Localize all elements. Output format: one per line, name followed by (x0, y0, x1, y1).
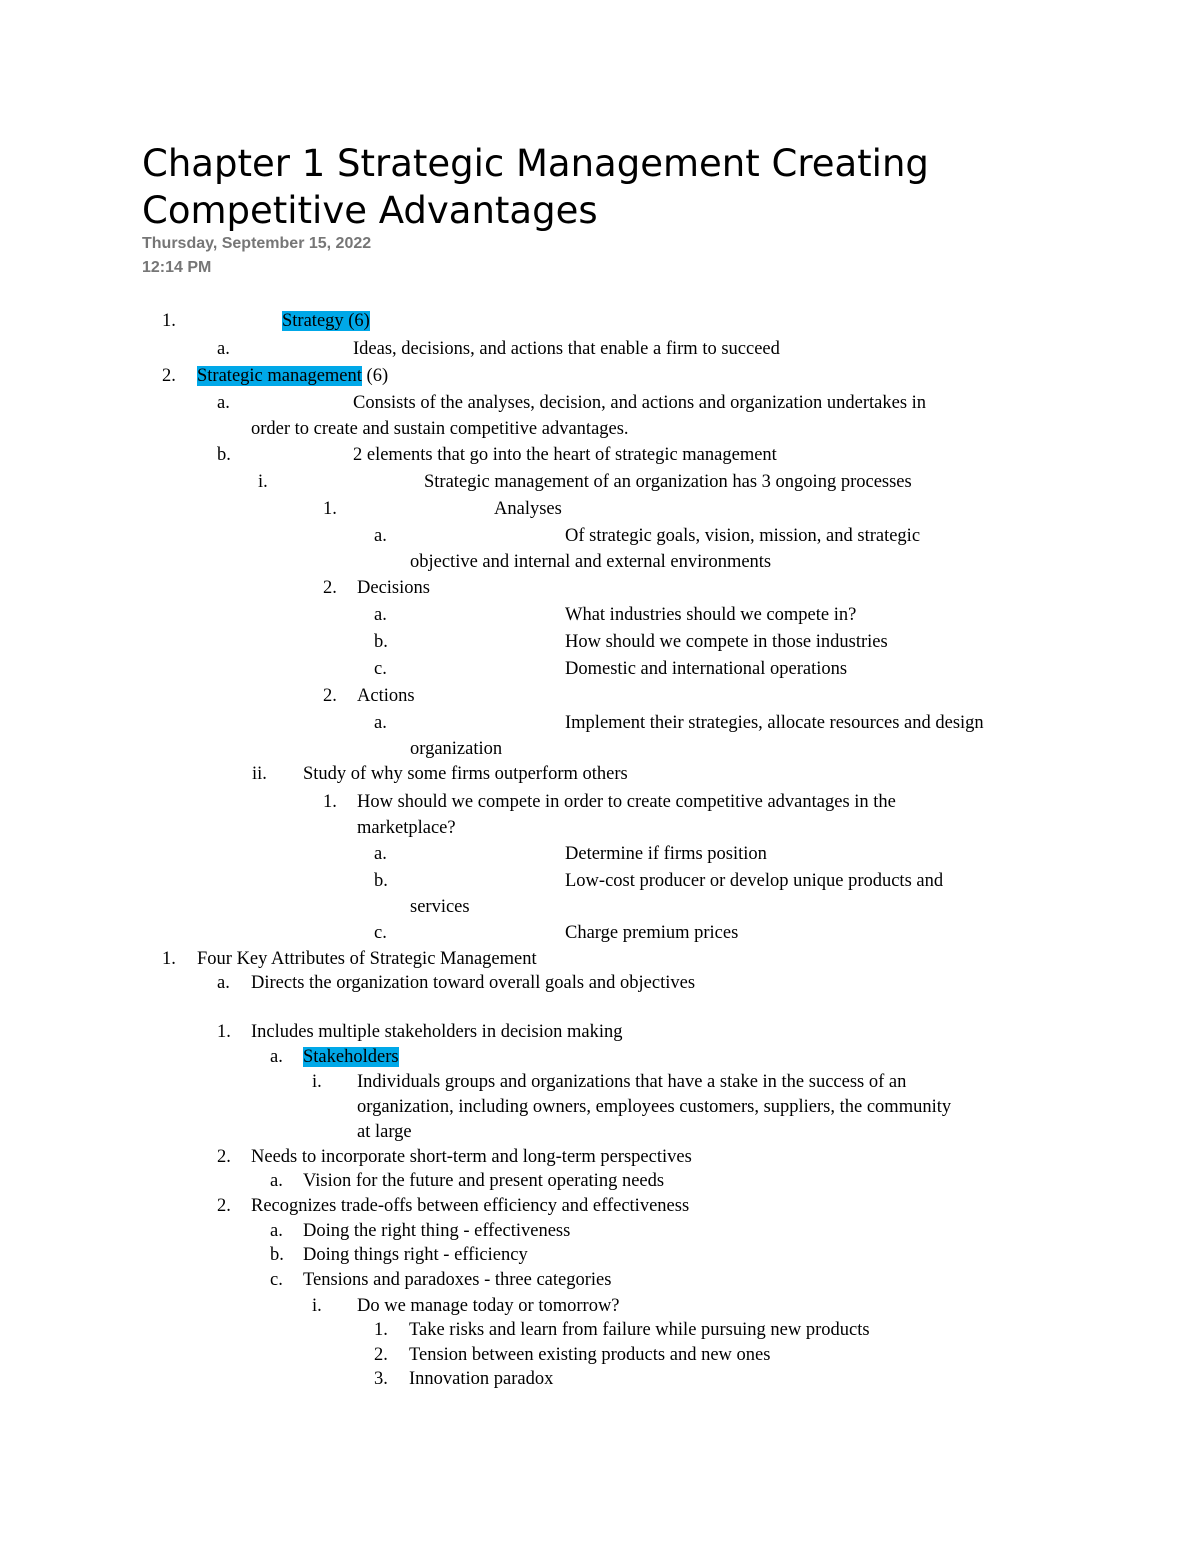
note-time: 12:14 PM (142, 259, 212, 276)
list-marker: i. (312, 1072, 322, 1092)
list-marker: a. (270, 1171, 283, 1191)
list-item-text: Decisions (357, 578, 430, 598)
page-title (142, 140, 929, 234)
list-item-text: Tensions and paradoxes - three categories (303, 1270, 612, 1290)
list-marker: a. (374, 713, 387, 733)
list-item-text: Strategic management of an organization has 3 ongoing processes (424, 472, 912, 492)
list-item-text: Take risks and learn from failure while pursuing new products (409, 1320, 870, 1340)
list-marker: b. (217, 445, 231, 465)
list-item-continuation: organization, including owners, employees customers, suppliers, the community (357, 1097, 952, 1117)
list-item-continuation: objective and internal and external environments (410, 552, 772, 572)
title-line-1: Chapter 1 Strategic Management Creating (142, 142, 929, 185)
list-item-text: 2 elements that go into the heart of strategic management (353, 445, 777, 465)
list-item-continuation: marketplace? (357, 818, 456, 838)
list-marker: 2. (217, 1196, 231, 1216)
highlighted-term: Stakeholders (303, 1047, 399, 1067)
list-marker: a. (217, 393, 230, 413)
list-marker: 2. (217, 1147, 231, 1167)
list-item-continuation: order to create and sustain competitive advantages. (251, 419, 629, 439)
list-marker: 1. (217, 1022, 231, 1042)
list-item-continuation: at large (357, 1122, 412, 1142)
list-marker: 1. (374, 1320, 388, 1340)
list-marker: a. (270, 1221, 283, 1241)
list-marker: a. (374, 605, 387, 625)
list-item-continuation: organization (410, 739, 503, 759)
list-item-text: What industries should we compete in? (565, 605, 857, 625)
list-marker: 1. (162, 949, 176, 969)
list-item-text: Analyses (494, 499, 562, 519)
title-line-2: Competitive Advantages (142, 189, 598, 232)
list-item-text: Low-cost producer or develop unique products and (565, 871, 944, 891)
list-marker: 3. (374, 1369, 388, 1389)
list-item-text: Implement their strategies, allocate resources and design (565, 713, 984, 733)
list-item-text: Ideas, decisions, and actions that enable a firm to succeed (353, 339, 780, 359)
list-item-text: Vision for the future and present operating needs (303, 1171, 665, 1191)
list-marker: b. (270, 1245, 284, 1265)
list-item-text: Strategic management (6) (197, 366, 389, 386)
list-marker: a. (217, 973, 230, 993)
list-item-text: Four Key Attributes of Strategic Management (197, 949, 537, 969)
list-item-text: Do we manage today or tomorrow? (357, 1296, 620, 1316)
list-item-text: Directs the organization toward overall goals and objectives (251, 973, 696, 993)
note-date: Thursday, September 15, 2022 (142, 235, 372, 252)
list-item-text: Recognizes trade-offs between efficiency and effectiveness (251, 1196, 690, 1216)
list-marker: a. (374, 844, 387, 864)
list-item-text: Needs to incorporate short-term and long-term perspectives (251, 1147, 692, 1167)
list-marker: i. (258, 472, 268, 492)
list-item-text: Includes multiple stakeholders in decision making (251, 1022, 623, 1042)
list-marker: 1. (323, 499, 337, 519)
list-item-text: Individuals groups and organizations that have a stake in the success of an (357, 1072, 907, 1092)
list-item-text: Study of why some firms outperform others (303, 764, 628, 784)
list-item-text: Innovation paradox (409, 1369, 554, 1389)
list-item-text (303, 1046, 399, 1068)
list-item-text: Consists of the analyses, decision, and actions and organization undertakes in (353, 393, 927, 413)
list-item-text: How should we compete in order to create competitive advantages in the (357, 792, 896, 812)
list-item-text (282, 310, 370, 332)
list-item-text: Actions (357, 686, 415, 706)
list-marker: a. (374, 526, 387, 546)
list-item-continuation: services (410, 897, 470, 917)
list-marker: ii. (252, 764, 267, 784)
list-marker: 2. (323, 578, 337, 598)
list-marker: 1. (162, 311, 176, 331)
list-marker: a. (217, 339, 230, 359)
list-marker: 2. (162, 366, 176, 386)
list-item-text: Charge premium prices (565, 923, 739, 943)
list-marker: c. (270, 1270, 283, 1290)
list-item-text: Doing things right - efficiency (303, 1245, 528, 1265)
list-item-text: Domestic and international operations (565, 659, 848, 679)
list-item-text: Determine if firms position (565, 844, 767, 864)
list-marker: 2. (374, 1345, 388, 1365)
list-item-text: How should we compete in those industries (565, 632, 888, 652)
list-marker: 2. (323, 686, 337, 706)
list-marker: c. (374, 659, 387, 679)
highlighted-term: Strategic management (197, 366, 362, 386)
list-item-text: Doing the right thing - effectiveness (303, 1221, 571, 1241)
list-marker: c. (374, 923, 387, 943)
list-item-text: Tension between existing products and new ones (409, 1345, 771, 1365)
list-marker: b. (374, 632, 388, 652)
list-marker: a. (270, 1047, 283, 1067)
list-marker: 1. (323, 792, 337, 812)
highlighted-term: Strategy (6) (282, 311, 370, 331)
list-marker: i. (312, 1296, 322, 1316)
list-marker: b. (374, 871, 388, 891)
list-item-text: Of strategic goals, vision, mission, and strategic (565, 526, 921, 546)
